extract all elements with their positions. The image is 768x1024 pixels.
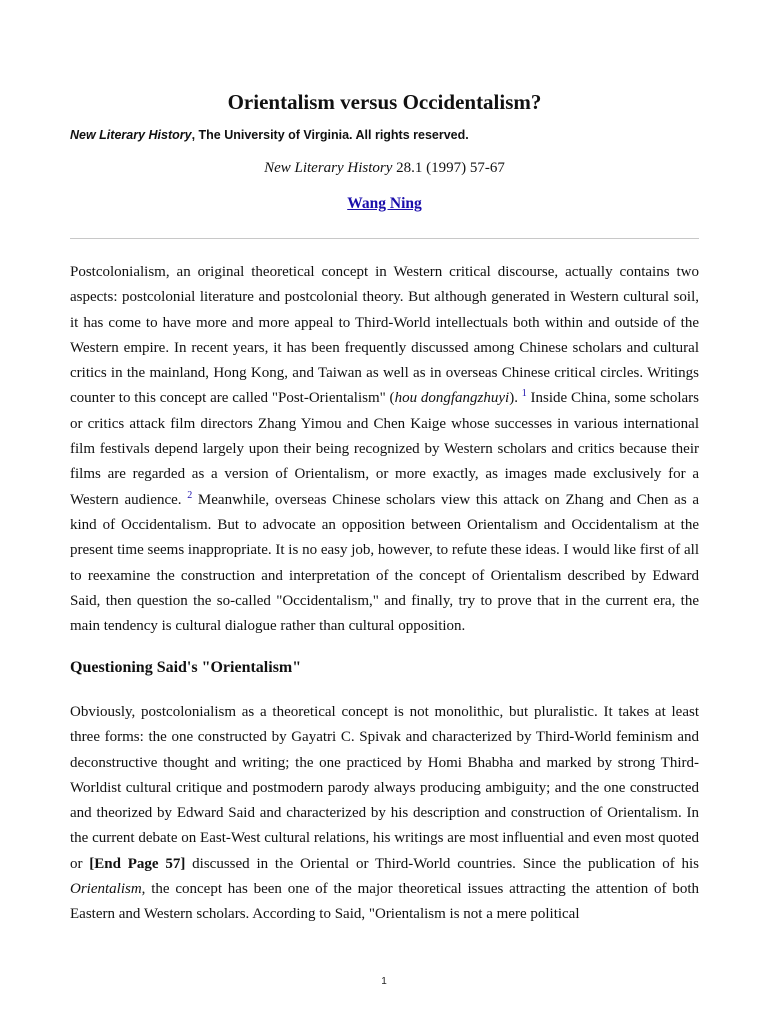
paragraph-text: Meanwhile, overseas Chinese scholars view this attack on Zhang and Chen as a kind of Occidentalism. But to advocate an opposition between Orientalism and Occidentalism at the present time seems inappropriate. It is no easy job, however, to refute these ideas. I would like first of all to reexamine the construction and interpretation of the concept of Orientalism described by Edward Said, then question the so-called "Occidentalism," and finally, try to prove that in the current era, the main tendency is cultural dialogue rather than cultural opposition.: [70, 491, 700, 635]
rights-journal-name: New Literary History: [70, 128, 192, 142]
rights-notice: [70, 127, 699, 143]
author-line: [70, 194, 699, 214]
page-number: 1: [381, 976, 387, 987]
italic-book-title: Orientalism: [70, 881, 142, 898]
citation-journal-name: New Literary History: [264, 160, 393, 176]
paragraph-text: Obviously, postcolonialism as a theoretical concept is not monolithic, but pluralistic. It takes at least three forms: the one constructed by Gayatri C. Spivak and characterized by Third-World feminism and deconstructive thought and writing; the one practiced by Homi Bhabha and marked by strong Third-Worldist cultural critique and postmodern parody always producing ambiguity; and the one constructed and theorized by Edward Said and characterized by his description and construction of Orientalism. In the current debate on East-West cultural relations, his writings are most influential and even most quoted or: [70, 704, 699, 872]
rights-text: , The University of Virginia. All rights reserved.: [191, 128, 469, 142]
paragraph-text: , the concept has been one of the major theoretical issues attracting the attention of both Eastern and Western scholars. According to Said, "Orientalism is not a mere political: [70, 881, 699, 923]
paragraph-intro: [70, 260, 699, 639]
paragraph-text: ).: [509, 390, 522, 407]
paragraph-text: Inside China, some scholars or critics attack film directors Zhang Yimou and Chen Kaige whose successes in various international film festivals depend largely upon their being recognized by Western scholars and critics because their films are regarded as a version of Orientalism, or more exactly, as images made exclusively for a Western audience.: [70, 390, 699, 508]
paragraph-section-1: [70, 700, 699, 928]
section-heading: Questioning Said's "Orientalism": [70, 659, 302, 676]
header-divider: [70, 238, 699, 239]
paragraph-text: Postcolonialism, an original theoretical concept in Western critical discourse, actually contains two aspects: postcolonial literature and postcolonial theory. But although generated in Western cultural soil, it has come to have more and more appeal to Third-World intellectuals both within and outside of the Western empire. In recent years, it has been frequently discussed among Chinese scholars and cultural critics in the mainland, Hong Kong, and Taiwan as well as in overseas Chinese critical circles. Writings counter to this concept are called "Post-Orientalism" (: [70, 264, 699, 407]
footnote-link-2[interactable]: 2: [187, 489, 193, 501]
article-title: Orientalism versus Occidentalism?: [227, 90, 542, 114]
author-link[interactable]: Wang Ning: [347, 195, 422, 212]
citation: [70, 158, 699, 178]
paragraph-text: discussed in the Oriental or Third-World countries. Since the publication of his: [185, 855, 700, 872]
italic-term: hou dongfangzhuyi: [394, 390, 510, 407]
footnote-link-1[interactable]: 1: [521, 388, 527, 400]
page-marker: [End Page 57]: [89, 855, 186, 872]
citation-details: 28.1 (1997) 57-67: [392, 160, 505, 176]
